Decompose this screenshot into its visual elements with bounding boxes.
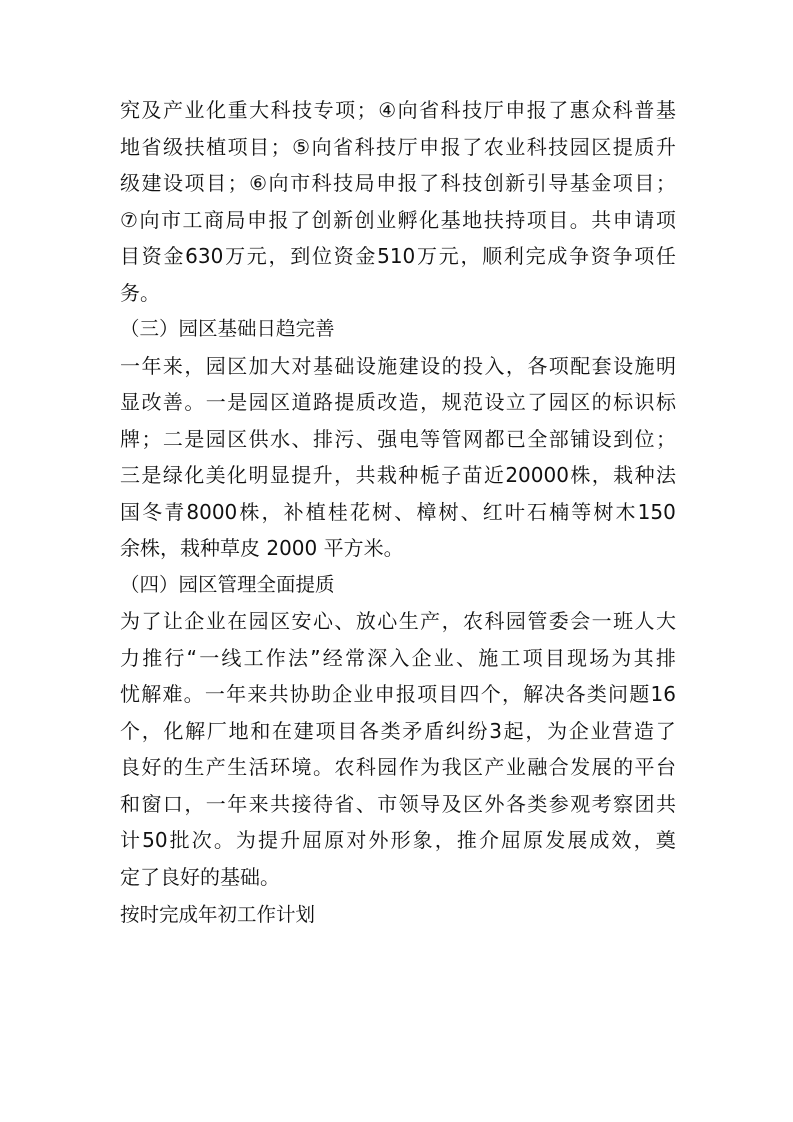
paragraph-funding-applications bbox=[120, 92, 676, 311]
text-line: 三 是 绿 化 美 化 明 显 提 升 ， 共 栽 种 栀 子 苗 近 20000 株 ， 栽 种 法 bbox=[120, 463, 676, 487]
text-line: 计 50 批 次 。 为 提 升 屈 原 对 外 形 象 ， 推 介 屈 原 发 展 成 效 ， 奠 bbox=[120, 828, 676, 852]
text-line: 究 及 产 业 化 重 大 科 技 专 项 ； ④ 向 省 科 技 厅 申 报 了 惠 众 科 普 基 bbox=[120, 98, 676, 122]
document-body bbox=[120, 92, 676, 935]
text-line: 个 ， 化 解 厂 地 和 在 建 项 目 各 类 矛 盾 纠 纷 3 起 ， 为 企 业 营 造 了 bbox=[120, 718, 676, 743]
text-line: 力 推 行 “ 一 线 工 作 法 ” 经 常 深 入 企 业 、 施 工 项 目 现 场 为 其 排 bbox=[120, 645, 676, 670]
closing-heading: 按时完成年初工作计划 bbox=[120, 903, 316, 926]
heading-section-four: （四）园区管理全面提质 bbox=[120, 572, 335, 596]
text-line: 良 好 的 生 产 生 活 环 境 。 农 科 园 作 为 我 区 产 业 融 合 发 展 的 平 台 bbox=[120, 755, 676, 779]
text-line: 忧 解 难 。 一 年 来 共 协 助 企 业 申 报 项 目 四 个 ， 解 决 各 类 问 题 16 bbox=[120, 682, 676, 706]
heading-section-three: （三）园区基础日趋完善 bbox=[120, 317, 335, 340]
text-line: 国 冬 青 8000 株 ， 补 植 桂 花 树 、 樟 树 、 红 叶 石 楠 等 树 木 150 bbox=[120, 499, 676, 524]
text-line: 显 改 善 。 一 是 园 区 道 路 提 质 改 造 ， 规 范 设 立 了 园 区 的 标 识 标 bbox=[120, 390, 676, 414]
text-line: 牌 ； 二 是 园 区 供 水 、 排 污 、 强 电 等 管 网 都 已 全 部 铺 设 到 位 ； bbox=[120, 426, 676, 451]
paragraph-infrastructure bbox=[120, 348, 676, 567]
paragraph-management bbox=[120, 603, 676, 895]
text-line: ⑦ 向 市 工 商 局 申 报 了 创 新 创 业 孵 化 基 地 扶 持 项 目 。 共 申 请 项 bbox=[120, 207, 676, 232]
text-line: 务。 bbox=[120, 280, 160, 305]
text-line: 定了良好的基础。 bbox=[120, 864, 280, 889]
text-line: 和 窗 口 ， 一 年 来 共 接 待 省 、 市 领 导 及 区 外 各 类 参 观 考 察 团 共 bbox=[120, 791, 676, 816]
text-line: 余株，栽种草皮 2000 平方米。 bbox=[120, 536, 404, 560]
text-line: 一 年 来 ， 园 区 加 大 对 基 础 设 施 建 设 的 投 入 ， 各 项 配 套 设 施 明 bbox=[120, 353, 676, 378]
text-line: 为 了 让 企 业 在 园 区 安 心 、 放 心 生 产 ， 农 科 园 管 委 会 一 班 人 大 bbox=[120, 609, 676, 633]
text-line: 级 建 设 项 目 ； ⑥ 向 市 科 技 局 申 报 了 科 技 创 新 引 导 基 金 项 目 ； bbox=[120, 171, 676, 195]
text-line: 目 资 金 630 万 元 ， 到 位 资 金 510 万 元 ， 顺 利 完 成 争 资 争 项 任 bbox=[120, 244, 676, 268]
text-line: 地 省 级 扶 植 项 目 ； ⑤ 向 省 科 技 厅 申 报 了 农 业 科 技 园 区 提 质 升 bbox=[120, 134, 676, 159]
